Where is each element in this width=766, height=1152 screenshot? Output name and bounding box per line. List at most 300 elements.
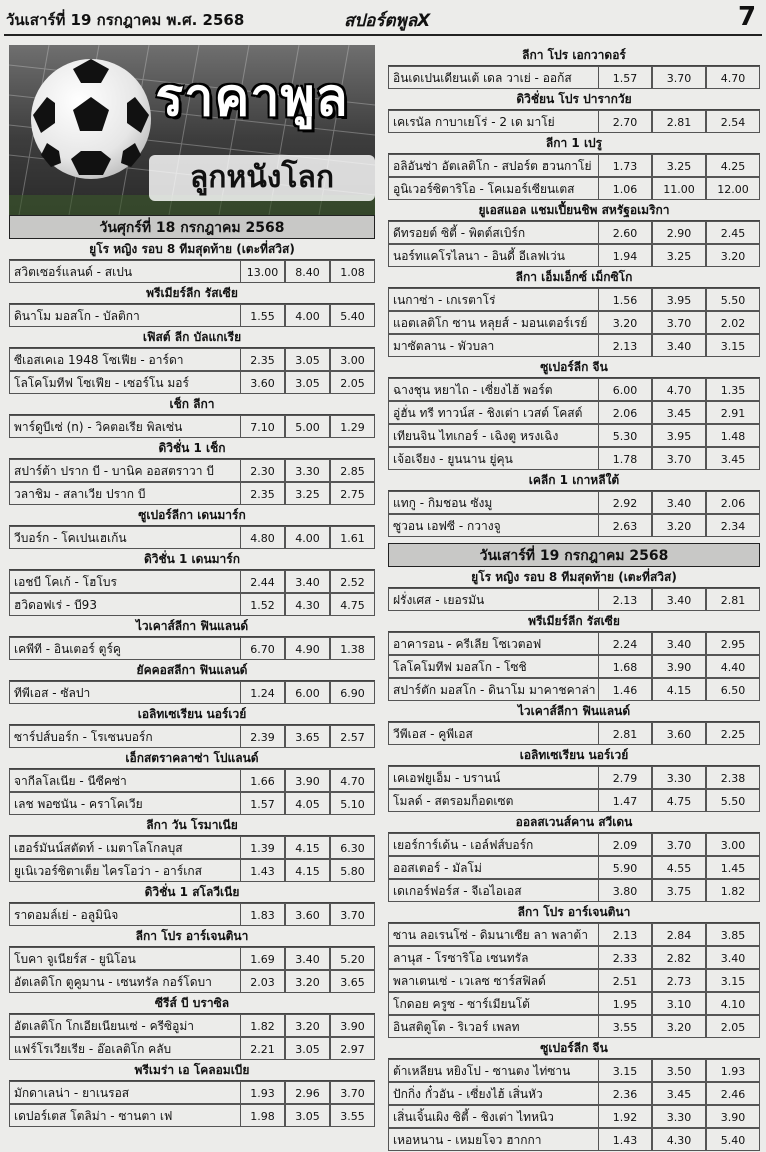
match-row — [9, 903, 375, 926]
day-heading: วันศุกร์ที่ 18 กรกฎาคม 2568 — [9, 215, 375, 239]
home-odds: 1.47 — [598, 789, 652, 812]
match-row — [388, 424, 760, 447]
page-header — [0, 0, 766, 40]
header-divider — [4, 34, 762, 36]
home-odds: 2.63 — [598, 514, 652, 537]
home-odds: 1.56 — [598, 288, 652, 311]
home-odds: 1.52 — [240, 593, 285, 616]
match-row — [9, 836, 375, 859]
draw-odds: 3.90 — [652, 655, 706, 678]
match-teams: ซูวอน เอฟซี - กวางจู — [388, 514, 598, 537]
home-odds: 1.57 — [598, 66, 652, 89]
match-row — [388, 177, 760, 200]
league-heading: พรีเมียร์ลีก รัสเซีย — [9, 283, 375, 304]
draw-odds: 3.05 — [285, 1037, 330, 1060]
match-teams: พาร์ดูบีเซ่ (n) - วิคตอเรีย พิลเซ่น — [9, 415, 240, 438]
match-row — [9, 1081, 375, 1104]
match-row — [388, 1059, 760, 1082]
away-odds: 4.10 — [706, 992, 760, 1015]
away-odds: 3.70 — [330, 1081, 375, 1104]
draw-odds: 3.05 — [285, 371, 330, 394]
draw-odds: 4.15 — [285, 836, 330, 859]
draw-odds: 3.45 — [652, 401, 706, 424]
match-teams: ออสเตอร์ - มัลโม่ — [388, 856, 598, 879]
league-heading: ออลสเวนส์คาน สวีเดน — [388, 812, 760, 833]
draw-odds: 4.30 — [285, 593, 330, 616]
home-odds: 1.66 — [240, 769, 285, 792]
match-row — [9, 593, 375, 616]
home-odds: 2.13 — [598, 588, 652, 611]
match-row — [9, 415, 375, 438]
banner — [9, 45, 375, 215]
match-row — [388, 789, 760, 812]
match-teams: วีบอร์ก - โคเปนเฮเก้น — [9, 526, 240, 549]
match-row — [9, 482, 375, 505]
home-odds: 2.60 — [598, 221, 652, 244]
match-row — [388, 514, 760, 537]
match-row — [388, 946, 760, 969]
draw-odds: 5.00 — [285, 415, 330, 438]
match-teams: ต้าเหลียน หยิงโป - ซานตง ไท่ซาน — [388, 1059, 598, 1082]
draw-odds: 3.25 — [652, 154, 706, 177]
match-row — [9, 681, 375, 704]
match-teams: เคเอฟยูเอ็ม - บรานน์ — [388, 766, 598, 789]
match-teams: เยอร์การ์เด้น - เอล์ฟส์บอร์ก — [388, 833, 598, 856]
home-odds: 1.43 — [240, 859, 285, 882]
match-row — [388, 221, 760, 244]
away-odds: 4.70 — [330, 769, 375, 792]
away-odds: 2.46 — [706, 1082, 760, 1105]
league-heading: ยูโร หญิง รอบ 8 ทีมสุดท้าย (เตะที่สวิส) — [9, 239, 375, 260]
match-teams: เดเกอร์ฟอร์ส - จีเอไอเอส — [388, 879, 598, 902]
away-odds: 6.50 — [706, 678, 760, 701]
home-odds: 2.24 — [598, 632, 652, 655]
draw-odds: 3.90 — [285, 769, 330, 792]
away-odds: 3.85 — [706, 923, 760, 946]
match-row — [388, 1105, 760, 1128]
page-number: 7 — [738, 2, 757, 32]
match-teams: ซาร์ปส์บอร์ก - โรเซนบอร์ก — [9, 725, 240, 748]
match-teams: ซาน ลอเรนโซ่ - ดิมนาเซีย ลา พลาต้า — [388, 923, 598, 946]
league-heading: ลีกา เอ็มเอ็กซ์ เม็กซิโก — [388, 267, 760, 288]
draw-odds: 3.70 — [652, 66, 706, 89]
home-odds: 6.70 — [240, 637, 285, 660]
draw-odds: 4.30 — [652, 1128, 706, 1151]
away-odds: 3.15 — [706, 969, 760, 992]
league-heading: ลีกา โปร อาร์เจนตินา — [9, 926, 375, 947]
match-teams: เหอหนาน - เหมยโจว ฮากกา — [388, 1128, 598, 1151]
match-teams: แทกู - กิมชอน ซังมู — [388, 491, 598, 514]
home-odds: 5.90 — [598, 856, 652, 879]
match-row — [9, 459, 375, 482]
away-odds: 2.81 — [706, 588, 760, 611]
match-teams: อินเดเปนเดียนเต้ เดล วาเย่ - ออก้ส — [388, 66, 598, 89]
away-odds: 2.34 — [706, 514, 760, 537]
match-teams: โกดอย ครูซ - ซาร์เมียนโต้ — [388, 992, 598, 1015]
home-odds: 2.13 — [598, 923, 652, 946]
home-odds: 1.78 — [598, 447, 652, 470]
home-odds: 2.30 — [240, 459, 285, 482]
home-odds: 2.39 — [240, 725, 285, 748]
draw-odds: 3.75 — [652, 879, 706, 902]
league-heading: ซูเปอร์ลีกา เดนมาร์ก — [9, 505, 375, 526]
home-odds: 1.43 — [598, 1128, 652, 1151]
away-odds: 6.90 — [330, 681, 375, 704]
home-odds: 1.24 — [240, 681, 285, 704]
match-row — [388, 244, 760, 267]
home-odds: 1.57 — [240, 792, 285, 815]
match-row — [9, 260, 375, 283]
draw-odds: 4.75 — [652, 789, 706, 812]
away-odds: 1.35 — [706, 378, 760, 401]
match-teams: วีพีเอส - คูพีเอส — [388, 722, 598, 745]
league-heading: ดิวิชั่ยน โปร ปารากวัย — [388, 89, 760, 110]
home-odds: 2.35 — [240, 348, 285, 371]
issue-date: วันเสาร์ที่ 19 กรกฎาคม พ.ศ. 2568 — [6, 11, 245, 29]
match-row — [9, 570, 375, 593]
match-teams: เสิ่นเจิ้นเผิง ซิตี้ - ชิงเต่า ไทหนิว — [388, 1105, 598, 1128]
away-odds: 1.38 — [330, 637, 375, 660]
match-teams: เนกาซ่า - เกเรตาโร่ — [388, 288, 598, 311]
match-row — [9, 371, 375, 394]
draw-odds: 3.95 — [652, 424, 706, 447]
match-teams: ปักกิ่ง กั๋วอัน - เซี่ยงไฮ้ เสิ่นหัว — [388, 1082, 598, 1105]
match-row — [388, 334, 760, 357]
left-column — [9, 45, 375, 1127]
home-odds: 1.39 — [240, 836, 285, 859]
draw-odds: 3.05 — [285, 1104, 330, 1127]
home-odds: 1.69 — [240, 947, 285, 970]
draw-odds: 11.00 — [652, 177, 706, 200]
banner-subtitle: ลูกหนังโลก — [149, 155, 375, 201]
match-teams: เฮอร์มันน์สตัดท์ - เมตาโลโกลบุส — [9, 836, 240, 859]
away-odds: 2.54 — [706, 110, 760, 133]
match-row — [388, 447, 760, 470]
match-teams: วลาชิม - สลาเวีย ปราก บี — [9, 482, 240, 505]
match-row — [388, 288, 760, 311]
match-row — [388, 401, 760, 424]
home-odds: 2.70 — [598, 110, 652, 133]
home-odds: 5.30 — [598, 424, 652, 447]
draw-odds: 4.05 — [285, 792, 330, 815]
match-row — [9, 526, 375, 549]
draw-odds: 3.30 — [652, 766, 706, 789]
match-teams: สปาร์ตัก มอสโก - ดินาโม มาคาชคาล่า — [388, 678, 598, 701]
away-odds: 3.20 — [706, 244, 760, 267]
away-odds: 2.95 — [706, 632, 760, 655]
away-odds: 3.40 — [706, 946, 760, 969]
league-heading: ไวเคาส์ลีกา ฟินแลนด์ — [388, 701, 760, 722]
draw-odds: 3.10 — [652, 992, 706, 1015]
home-odds: 1.83 — [240, 903, 285, 926]
draw-odds: 4.00 — [285, 526, 330, 549]
home-odds: 3.55 — [598, 1015, 652, 1038]
draw-odds: 4.15 — [285, 859, 330, 882]
away-odds: 5.40 — [706, 1128, 760, 1151]
league-heading: ดิวิชั่น 1 เดนมาร์ก — [9, 549, 375, 570]
away-odds: 3.15 — [706, 334, 760, 357]
match-row — [388, 378, 760, 401]
away-odds: 12.00 — [706, 177, 760, 200]
match-teams: ซีเอสเคเอ 1948 โซเฟีย - อาร์ดา — [9, 348, 240, 371]
away-odds: 6.30 — [330, 836, 375, 859]
away-odds: 5.80 — [330, 859, 375, 882]
draw-odds: 3.60 — [285, 903, 330, 926]
home-odds: 6.00 — [598, 378, 652, 401]
match-row — [388, 588, 760, 611]
away-odds: 3.00 — [706, 833, 760, 856]
match-row — [9, 1104, 375, 1127]
away-odds: 3.70 — [330, 903, 375, 926]
draw-odds: 3.20 — [652, 1015, 706, 1038]
away-odds: 2.57 — [330, 725, 375, 748]
day-heading: วันเสาร์ที่ 19 กรกฎาคม 2568 — [388, 543, 760, 567]
match-teams: แฟร์โรเวียเรีย - อ๊อเลติโก คลับ — [9, 1037, 240, 1060]
right-odds-list — [388, 45, 760, 1151]
match-row — [9, 1014, 375, 1037]
match-row — [388, 632, 760, 655]
match-teams: เจ้อเจียง - ยูนนาน ยู่คุน — [388, 447, 598, 470]
home-odds: 2.21 — [240, 1037, 285, 1060]
league-heading: ดิวิชั่น 1 เช็ก — [9, 438, 375, 459]
away-odds: 1.82 — [706, 879, 760, 902]
draw-odds: 3.45 — [652, 1082, 706, 1105]
home-odds: 2.13 — [598, 334, 652, 357]
draw-odds: 3.40 — [652, 334, 706, 357]
match-teams: อินสติตูโต - ริเวอร์ เพลท — [388, 1015, 598, 1038]
match-teams: สวิตเซอร์แลนด์ - สเปน — [9, 260, 240, 283]
match-row — [9, 769, 375, 792]
home-odds: 2.92 — [598, 491, 652, 514]
away-odds: 2.91 — [706, 401, 760, 424]
match-row — [9, 947, 375, 970]
match-teams: อู่ฮั่น ทรี ทาวน์ส - ชิงเต่า เวสต์ โคสต์ — [388, 401, 598, 424]
league-heading: ซูเปอร์ลีก จีน — [388, 1038, 760, 1059]
match-teams: เคเรนัล กาบาเยโร่ - 2 เด มาโย่ — [388, 110, 598, 133]
league-heading: ยัคคอสลีกา ฟินแลนด์ — [9, 660, 375, 681]
match-row — [388, 1128, 760, 1151]
match-row — [9, 970, 375, 993]
match-teams: พลาเตนเซ่ - เวเลซ ซาร์สฟิลด์ — [388, 969, 598, 992]
match-row — [388, 766, 760, 789]
league-heading: ยูเอสแอล แชมเปี้ยนชิพ สหรัฐอเมริกา — [388, 200, 760, 221]
away-odds: 2.06 — [706, 491, 760, 514]
home-odds: 2.33 — [598, 946, 652, 969]
league-heading: เอลิทเซเรียน นอร์เวย์ — [9, 704, 375, 725]
match-teams: อาคารอน - ครีเลีย โซเวตอฟ — [388, 632, 598, 655]
away-odds: 4.25 — [706, 154, 760, 177]
right-column — [388, 45, 760, 1151]
match-teams: มักดาเลน่า - ยาเนรอส — [9, 1081, 240, 1104]
match-teams: โลโคโมทีฟ มอสโก - โซชิ — [388, 655, 598, 678]
away-odds: 3.55 — [330, 1104, 375, 1127]
match-teams: อลิอันซ่า อัตเลติโก - สปอร์ต ฮวนกาโย่ — [388, 154, 598, 177]
home-odds: 1.06 — [598, 177, 652, 200]
match-teams: ฮวิดอฟเร่ - บี93 — [9, 593, 240, 616]
match-row — [388, 154, 760, 177]
draw-odds: 3.05 — [285, 348, 330, 371]
match-row — [9, 348, 375, 371]
match-teams: เลช พอซนัน - คราโคเวีย — [9, 792, 240, 815]
match-teams: นอร์ทแคโรไลนา - อินดี้ อีเลฟเว่น — [388, 244, 598, 267]
draw-odds: 2.82 — [652, 946, 706, 969]
draw-odds: 3.20 — [652, 514, 706, 537]
match-teams: ดินาโม มอสโก - บัลติกา — [9, 304, 240, 327]
home-odds: 3.20 — [598, 311, 652, 334]
match-row — [388, 969, 760, 992]
draw-odds: 3.60 — [652, 722, 706, 745]
away-odds: 5.50 — [706, 288, 760, 311]
draw-odds: 3.40 — [285, 570, 330, 593]
draw-odds: 2.84 — [652, 923, 706, 946]
match-row — [388, 1082, 760, 1105]
away-odds: 1.48 — [706, 424, 760, 447]
draw-odds: 3.20 — [285, 970, 330, 993]
draw-odds: 2.73 — [652, 969, 706, 992]
home-odds: 3.80 — [598, 879, 652, 902]
match-teams: ทีพีเอส - ซัลปา — [9, 681, 240, 704]
home-odds: 7.10 — [240, 415, 285, 438]
away-odds: 4.75 — [330, 593, 375, 616]
draw-odds: 3.40 — [285, 947, 330, 970]
draw-odds: 2.96 — [285, 1081, 330, 1104]
draw-odds: 3.30 — [652, 1105, 706, 1128]
league-heading: ลีกา 1 เปรู — [388, 133, 760, 154]
draw-odds: 3.40 — [652, 632, 706, 655]
draw-odds: 3.65 — [285, 725, 330, 748]
match-row — [388, 992, 760, 1015]
away-odds: 3.00 — [330, 348, 375, 371]
home-odds: 3.15 — [598, 1059, 652, 1082]
home-odds: 2.51 — [598, 969, 652, 992]
match-teams: เอชบี โคเก้ - โฮโบร — [9, 570, 240, 593]
draw-odds: 4.00 — [285, 304, 330, 327]
match-row — [9, 859, 375, 882]
match-teams: ยูเนิเวอร์ซิตาเต็ย ไครโอว่า - อาร์เกส — [9, 859, 240, 882]
league-heading: ยูโร หญิง รอบ 8 ทีมสุดท้าย (เตะที่สวิส) — [388, 567, 760, 588]
league-heading: ซูเปอร์ลีก จีน — [388, 357, 760, 378]
away-odds: 2.05 — [330, 371, 375, 394]
match-row — [388, 678, 760, 701]
match-teams: อูนิเวอร์ซิตาริโอ - โคเมอร์เซียนเตส — [388, 177, 598, 200]
home-odds: 2.79 — [598, 766, 652, 789]
match-teams: เทียนจิน ไทเกอร์ - เฉิงตู หรงเฉิง — [388, 424, 598, 447]
home-odds: 2.09 — [598, 833, 652, 856]
away-odds: 2.85 — [330, 459, 375, 482]
away-odds: 5.10 — [330, 792, 375, 815]
home-odds: 3.60 — [240, 371, 285, 394]
draw-odds: 3.70 — [652, 833, 706, 856]
home-odds: 2.06 — [598, 401, 652, 424]
match-row — [388, 879, 760, 902]
match-row — [388, 856, 760, 879]
away-odds: 3.90 — [706, 1105, 760, 1128]
league-heading: ซีรีส์ บี บราซิล — [9, 993, 375, 1014]
league-heading: ไวเคาส์ลีกา ฟินแลนด์ — [9, 616, 375, 637]
league-heading: ลีกา วัน โรมาเนีย — [9, 815, 375, 836]
draw-odds: 4.90 — [285, 637, 330, 660]
left-odds-list — [9, 215, 375, 1127]
league-heading: เคลีก 1 เกาหลีใต้ — [388, 470, 760, 491]
home-odds: 1.93 — [240, 1081, 285, 1104]
draw-odds: 3.40 — [652, 491, 706, 514]
match-row — [9, 637, 375, 660]
away-odds: 5.50 — [706, 789, 760, 812]
home-odds: 1.94 — [598, 244, 652, 267]
match-teams: จากีลโลเนีย - นีซีคซ่า — [9, 769, 240, 792]
match-teams: แอตเลติโก ซาน หลุยส์ - มอนเตอร์เรย์ — [388, 311, 598, 334]
away-odds: 1.93 — [706, 1059, 760, 1082]
away-odds: 2.25 — [706, 722, 760, 745]
match-teams: โมลด์ - สตรอมก็อดเซต — [388, 789, 598, 812]
away-odds: 2.05 — [706, 1015, 760, 1038]
match-teams: เคพีที - อินเตอร์ ตูร์คู — [9, 637, 240, 660]
league-heading: พรีเมร่า เอ โคลอมเบีย — [9, 1060, 375, 1081]
home-odds: 1.55 — [240, 304, 285, 327]
away-odds: 3.45 — [706, 447, 760, 470]
league-heading: ลีกา โปร เอกวาดอร์ — [388, 45, 760, 66]
league-heading: พรีเมียร์ลีก รัสเซีย — [388, 611, 760, 632]
home-odds: 1.82 — [240, 1014, 285, 1037]
match-teams: อัตเลติโก โกเอียเนียนเซ่ - ครีซิอูม่า — [9, 1014, 240, 1037]
league-heading: ดิวิชั่น 1 สโลวีเนีย — [9, 882, 375, 903]
home-odds: 1.73 — [598, 154, 652, 177]
away-odds: 2.75 — [330, 482, 375, 505]
draw-odds: 3.25 — [285, 482, 330, 505]
away-odds: 2.97 — [330, 1037, 375, 1060]
home-odds: 1.68 — [598, 655, 652, 678]
match-row — [388, 655, 760, 678]
draw-odds: 3.20 — [285, 1014, 330, 1037]
draw-odds: 6.00 — [285, 681, 330, 704]
home-odds: 1.98 — [240, 1104, 285, 1127]
away-odds: 5.40 — [330, 304, 375, 327]
away-odds: 1.61 — [330, 526, 375, 549]
banner-title: ราคาพูล — [155, 68, 349, 128]
away-odds: 1.29 — [330, 415, 375, 438]
match-row — [388, 311, 760, 334]
match-teams: เดปอร์เตส โตลิม่า - ซานตา เฟ — [9, 1104, 240, 1127]
draw-odds: 4.55 — [652, 856, 706, 879]
match-teams: อัตเลติโก ตูคูมาน - เซนทรัล กอร์โดบา — [9, 970, 240, 993]
match-teams: สปาร์ต้า ปราก บี - บานิค ออสตราวา บี — [9, 459, 240, 482]
draw-odds: 3.25 — [652, 244, 706, 267]
away-odds: 2.45 — [706, 221, 760, 244]
away-odds: 4.40 — [706, 655, 760, 678]
draw-odds: 8.40 — [285, 260, 330, 283]
home-odds: 2.03 — [240, 970, 285, 993]
away-odds: 3.90 — [330, 1014, 375, 1037]
home-odds: 1.95 — [598, 992, 652, 1015]
match-teams: ราดอมล์เย่ - อลูมินิจ — [9, 903, 240, 926]
match-teams: ดีทรอยต์ ซิตี้ - พิตต์สเบิร์ก — [388, 221, 598, 244]
match-row — [388, 722, 760, 745]
away-odds: 1.45 — [706, 856, 760, 879]
away-odds: 1.08 — [330, 260, 375, 283]
draw-odds: 3.70 — [652, 447, 706, 470]
away-odds: 2.38 — [706, 766, 760, 789]
match-teams: มาซัตลาน - พัวบลา — [388, 334, 598, 357]
match-row — [388, 66, 760, 89]
brand-logo: สปอร์ตพูลX — [344, 11, 431, 31]
match-row — [9, 1037, 375, 1060]
match-teams: ลานุส - โรซาริโอ เซนทรัล — [388, 946, 598, 969]
league-heading: ลีกา โปร อาร์เจนตินา — [388, 902, 760, 923]
home-odds: 13.00 — [240, 260, 285, 283]
draw-odds: 4.15 — [652, 678, 706, 701]
away-odds: 3.65 — [330, 970, 375, 993]
draw-odds: 3.70 — [652, 311, 706, 334]
